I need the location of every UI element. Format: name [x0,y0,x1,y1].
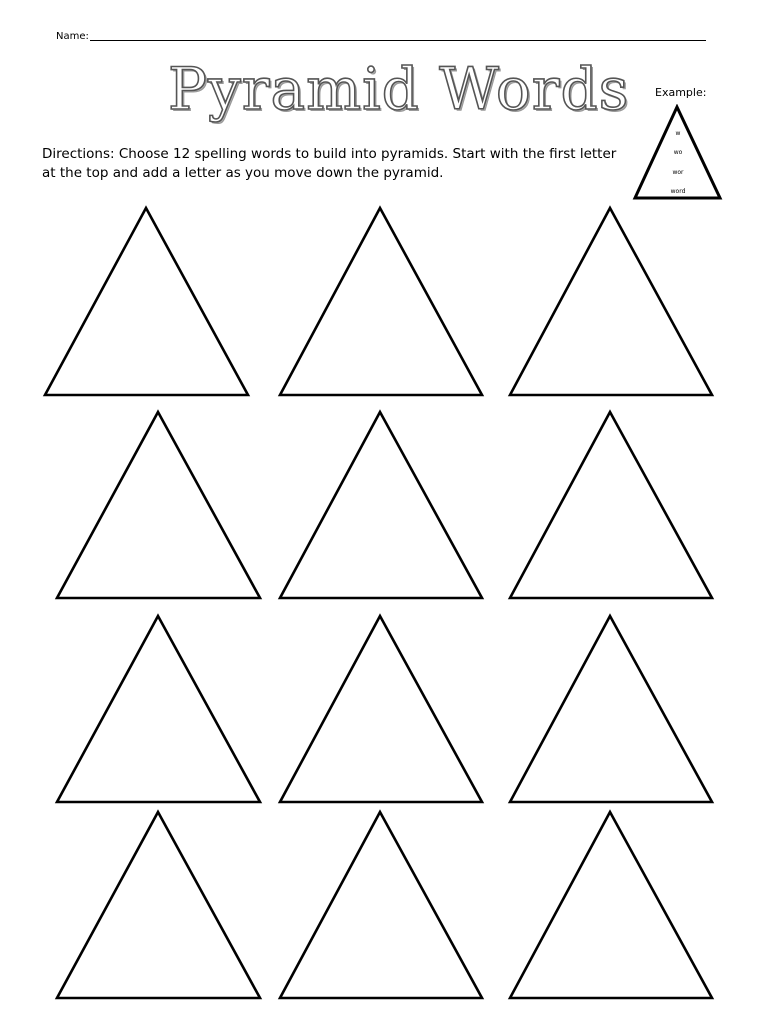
pyramid-11[interactable] [280,812,482,998]
pyramid-1[interactable] [45,208,248,395]
page-title: Pyramid Words [168,55,630,123]
pyramid-3[interactable] [510,208,712,395]
pyramid-8[interactable] [280,616,482,802]
pyramid-10[interactable] [57,812,260,998]
directions-text: Directions: Choose 12 spelling words to build into pyramids. Start with the first letter at the top and add a letter as you move down the pyramid. [42,146,617,181]
pyramid-6[interactable] [510,412,712,598]
pyramid-5[interactable] [280,412,482,598]
pyramid-9[interactable] [510,616,712,802]
example-row-1: w [675,130,681,137]
pyramid-12[interactable] [510,812,712,998]
pyramid-4[interactable] [57,412,260,598]
example-label: Example: [655,86,707,99]
example-row-2: wo [673,149,683,156]
example-row-3: wor [672,169,684,176]
example-row-4: word [670,188,686,195]
pyramid-7[interactable] [57,616,260,802]
name-label: Name: [56,31,89,42]
pyramid-2[interactable] [280,208,482,395]
